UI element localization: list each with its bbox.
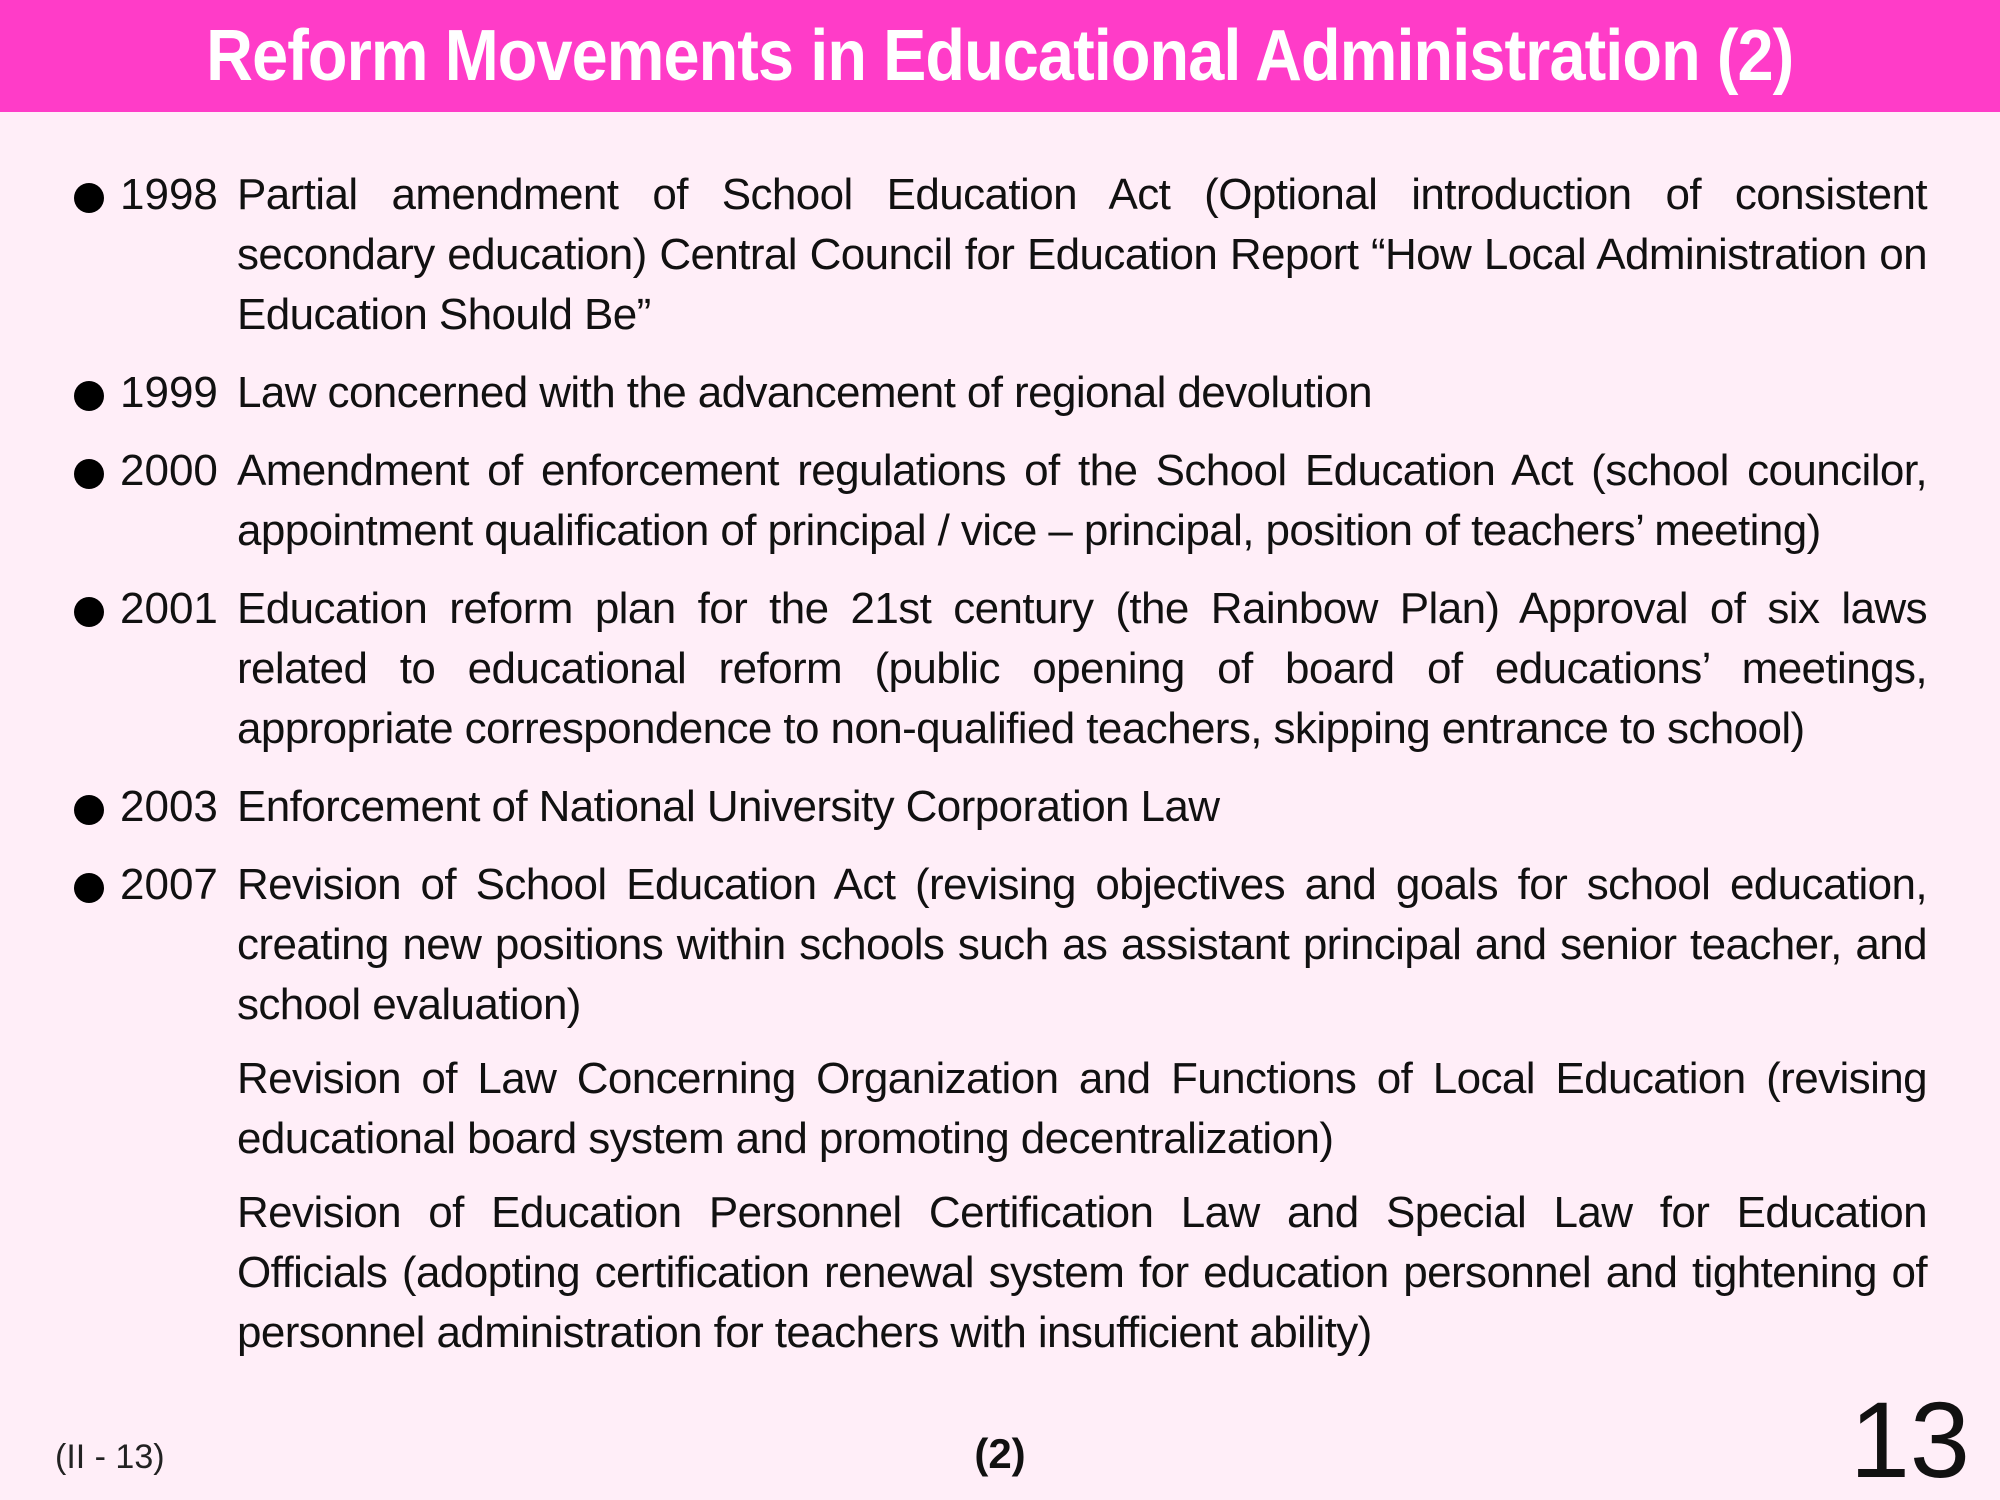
timeline-list xyxy=(0,165,2000,1381)
entry-description: Education reform plan for the 21st century (the Rainbow Plan) Approval of six laws related to educational reform (public opening of board of educations’ meetings, appropriate correspondence to non-qualified teachers, skipping entrance to school) xyxy=(237,584,1927,753)
entry-description: Enforcement of National University Corporation Law xyxy=(237,782,1220,831)
entry-description: Law concerned with the advancement of regional devolution xyxy=(237,368,1373,417)
entry-row xyxy=(0,777,2000,837)
title-banner xyxy=(0,0,2000,112)
entry-row xyxy=(0,165,2000,345)
timeline-entry-1998 xyxy=(0,165,2000,345)
timeline-entry-2007 xyxy=(0,855,2000,1363)
timeline-entry-1999 xyxy=(0,363,2000,423)
entry-year: 1999 xyxy=(120,368,218,417)
page-number: 13 xyxy=(1849,1379,1970,1500)
bullet-icon xyxy=(74,795,104,825)
entry-year: 2003 xyxy=(120,782,218,831)
page-title: Reform Movements in Educational Administration (2) xyxy=(206,16,1794,96)
entry-year: 2007 xyxy=(120,860,218,909)
timeline-entry-2001 xyxy=(0,579,2000,759)
section-label: (2) xyxy=(974,1430,1026,1477)
bullet-icon xyxy=(74,183,104,213)
slide-reference: (II - 13) xyxy=(55,1438,165,1476)
bullet-icon xyxy=(74,597,104,627)
entry-row xyxy=(0,441,2000,561)
entry-year: 2000 xyxy=(120,446,218,495)
entry-sub-description: Revision of Law Concerning Organization and Functions of Local Education (revising educational board system and promoting decentralization) xyxy=(237,1054,1927,1163)
entry-year: 2001 xyxy=(120,584,218,633)
entry-row xyxy=(0,579,2000,759)
timeline-entry-2003 xyxy=(0,777,2000,837)
bullet-icon xyxy=(74,873,104,903)
entry-sub-description: Revision of Education Personnel Certification Law and Special Law for Education Officials (adopting certification renewal system for education personnel and tightening of personnel administration for teachers with insufficient ability) xyxy=(237,1188,1927,1357)
timeline-entry-2000 xyxy=(0,441,2000,561)
bullet-icon xyxy=(74,381,104,411)
entry-row xyxy=(0,855,2000,1035)
entry-description: Amendment of enforcement regulations of the School Education Act (school councilor, appointment qualification of principal / vice – principal, position of teachers’ meeting) xyxy=(237,446,1927,555)
entry-description: Partial amendment of School Education Act (Optional introduction of consistent secondary education) Central Council for Education Report “How Local Administration on Education Should Be” xyxy=(237,170,1927,339)
bullet-icon xyxy=(74,459,104,489)
entry-row xyxy=(0,363,2000,423)
entry-year: 1998 xyxy=(120,170,218,219)
entry-description: Revision of School Education Act (revising objectives and goals for school education, creating new positions within schools such as assistant principal and senior teacher, and school evaluation) xyxy=(237,860,1927,1029)
